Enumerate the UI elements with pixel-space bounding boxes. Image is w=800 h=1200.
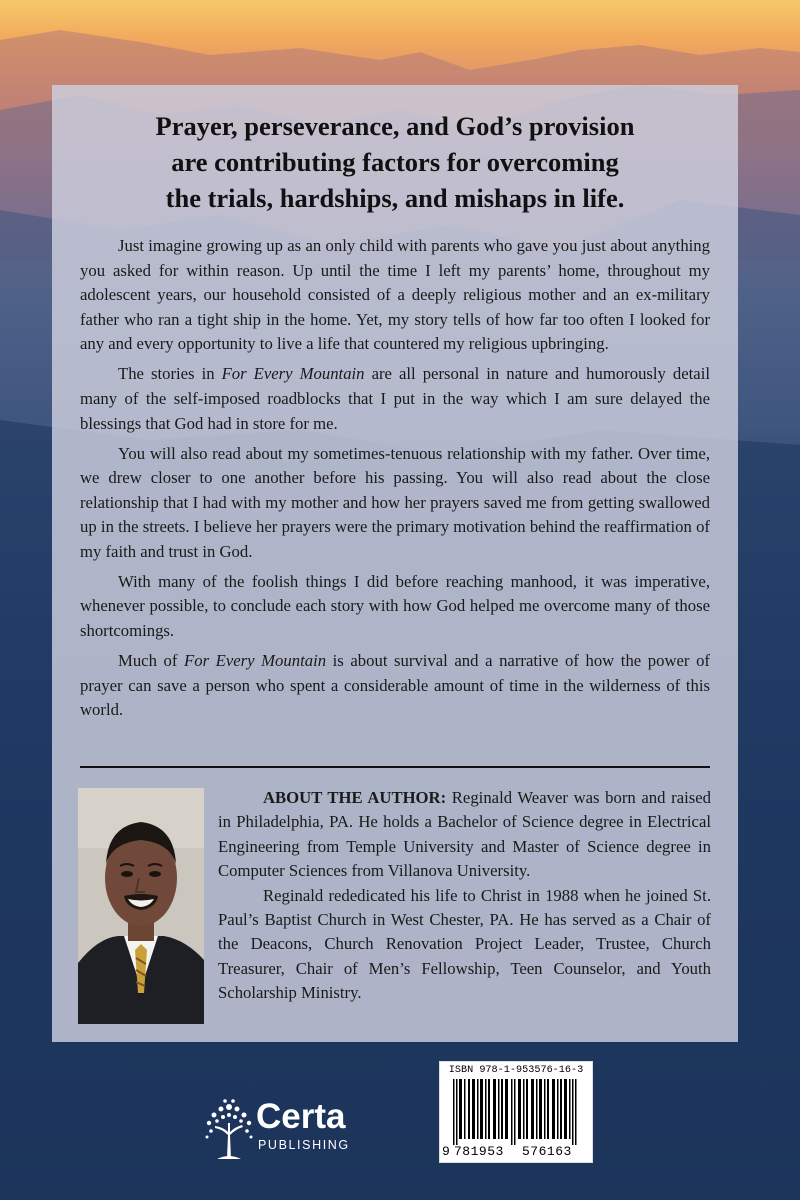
paragraph <box>80 649 710 723</box>
section-divider <box>80 766 710 768</box>
paragraph: Just imagine growing up as an only child with parents who gave you just about anything you asked for within reason. Up until the time I left my parents’ home, throughout my adolescent years, our household consisted of a deeply religious mother and an ex-military father who ran a tight ship in the home. Yet, my story tells of how far too often I looked for any and every opportunity to live a life that countered my religious upbringing. <box>80 236 710 354</box>
paragraph: You will also read about my sometimes-tenuous relationship with my father. Over time, we drew closer to one another before his passing. You will also read about the close relationship that I had with my mother and how her prayers saved me from getting swallowed up in the streets. I believe her prayers were the primary motivation behind the reaffirmation of my faith and trust in God. <box>80 443 710 561</box>
barcode-bars <box>445 1079 587 1145</box>
paragraph-text: are all personal in nature and humorously detail many of the self-imposed roadblocks that I put in the way which I am sure delayed the blessings that God had in store for me. <box>80 364 710 433</box>
headline-line: the trials, hardships, and mishaps in life. <box>165 183 625 213</box>
author-bio-text: Reginald Weaver was born and raised in Philadelphia, PA. He holds a Bachelor of Science degree in Electrical Engineering from Temple University and Master of Science degree in Computer Sciences from Villanova University. <box>218 788 711 881</box>
publisher-name: Certa <box>256 1097 346 1136</box>
headline-line: Prayer, perseverance, and God’s provision <box>155 111 635 141</box>
author-bio <box>218 786 711 1006</box>
publisher-subtitle: PUBLISHING <box>258 1138 350 1152</box>
barcode-left-digits: 781953 <box>454 1144 504 1159</box>
author-photo <box>78 788 204 1024</box>
paragraph-text: The stories in <box>118 364 222 384</box>
paragraph-text: Much of <box>118 651 185 671</box>
book-title: For Every Mountain <box>221 364 365 384</box>
author-bio-paragraph <box>218 786 711 884</box>
barcode <box>439 1061 593 1163</box>
author-bio-paragraph: Reginald rededicated his life to Christ in 1988 when he joined St. Paul’s Baptist Church in West Chester, PA. He has served as a Chair of the Deacons, Church Renovation Project Leader, Trustee, Church Treasurer, Chair of Men’s Fellowship, Teen Counselor, and Youth Scholarship Ministry. <box>218 885 711 1003</box>
tree-icon <box>203 1097 255 1163</box>
headline <box>52 108 738 216</box>
headline-line: are contributing factors for overcoming <box>171 147 619 177</box>
isbn-label: ISBN 978-1-953576-16-3 <box>448 1065 584 1076</box>
barcode-right-digits: 576163 <box>522 1144 572 1159</box>
description <box>80 234 710 728</box>
paragraph-text: is about survival and a narrative of how the power of prayer can save a person who spent a considerable amount of time in the wilderness of this world. <box>80 651 710 720</box>
about-author-heading: ABOUT THE AUTHOR: <box>263 788 447 807</box>
publisher-logo <box>203 1097 373 1163</box>
paragraph: With many of the foolish things I did before reaching manhood, it was imperative, whenever possible, to conclude each story with how God helped me overcome many of those shortcomings. <box>80 571 710 641</box>
barcode-first-digit: 9 <box>442 1144 451 1159</box>
book-title: For Every Mountain <box>184 651 327 671</box>
paragraph <box>80 362 710 436</box>
